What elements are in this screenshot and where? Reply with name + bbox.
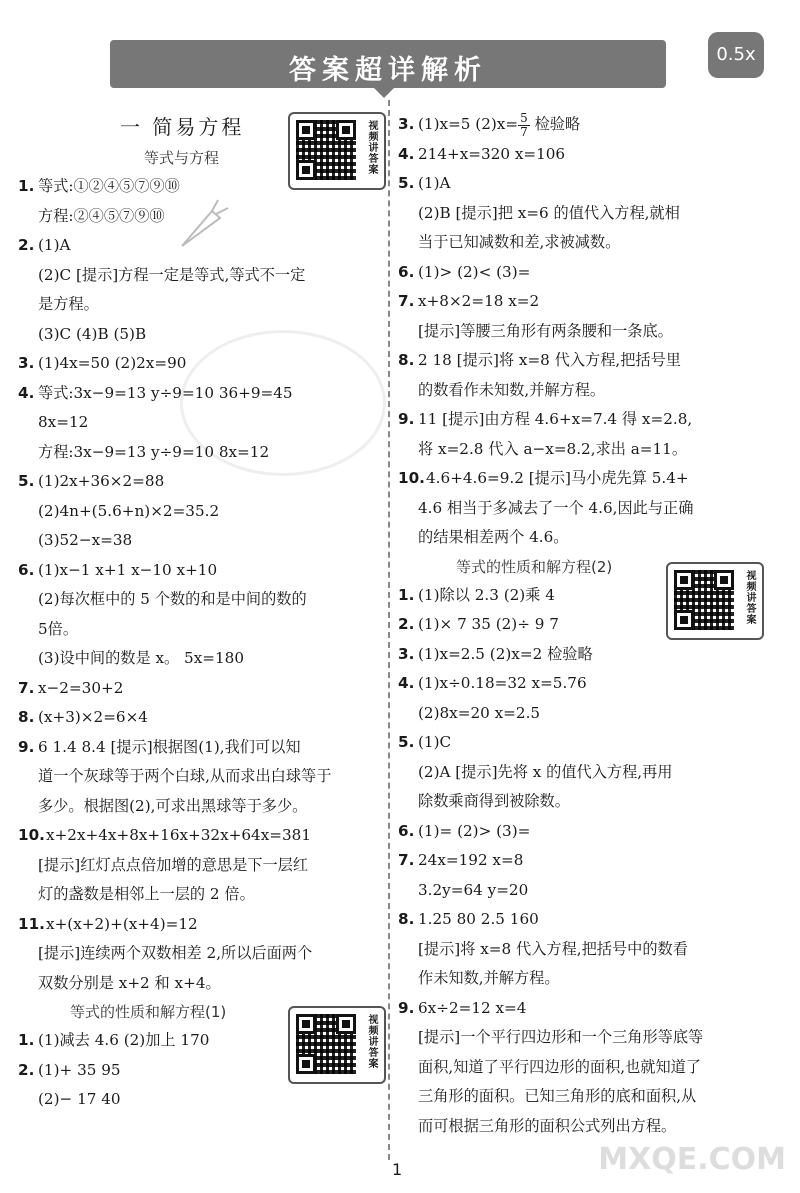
- answer-text: 1.25 80 2.5 160: [418, 910, 539, 928]
- answer-line: [398, 1082, 768, 1112]
- answer-text: 的结果相差两个 4.6。: [418, 528, 569, 546]
- question-number: 9.: [398, 998, 415, 1017]
- answer-text: (1)x=2.5 (2)x=2 检验略: [418, 644, 593, 663]
- answer-text: 道一个灰球等于两个白球,从而求出白球等于: [38, 767, 332, 785]
- answer-text: (2)C [提示]方程一定是等式,等式不一定: [38, 265, 306, 284]
- qr-code-1[interactable]: [288, 112, 386, 190]
- answer-text: x+8×2=18 x=2: [418, 292, 540, 310]
- answer-text: 作未知数,并解方程。: [418, 969, 560, 987]
- answer-line: [18, 880, 382, 910]
- answer-line: [398, 435, 768, 465]
- answer-text: [提示]将 x=8 代入方程,把括号中的数看: [418, 939, 688, 958]
- question-number: 5.: [398, 174, 415, 192]
- answer-text: 214+x=320 x=106: [418, 144, 566, 163]
- answer-item: [18, 349, 382, 379]
- answer-text: 除数乘商得到被除数。: [418, 792, 570, 810]
- answer-line: [18, 792, 382, 822]
- answer-item: [398, 817, 768, 847]
- answer-text: (2)每次框中的 5 个数的和是中间的数的: [38, 590, 307, 608]
- answer-text: (1)减去 4.6 (2)加上 170: [38, 1031, 210, 1049]
- answer-item: [398, 346, 768, 376]
- answer-text: (1)C: [418, 733, 452, 751]
- qr-label: 视频讲答案: [366, 1014, 377, 1069]
- answer-item: [398, 287, 768, 317]
- qr-label: 视频讲答案: [366, 120, 377, 175]
- answer-text: 3.2y=64 y=20: [418, 880, 529, 899]
- answer-line: [398, 523, 768, 553]
- answer-text: [提示]一个平行四边形和一个三角形等底等: [418, 1028, 704, 1046]
- answer-text: (2)A [提示]先将 x 的值代入方程,再用: [418, 762, 673, 781]
- answer-text: (1)x÷0.18=32 x=5.76: [418, 674, 587, 692]
- numerator: 5: [520, 110, 528, 125]
- answer-text: (1)4x=50 (2)2x=90: [38, 354, 187, 372]
- answer-text: 4.6 相当于多减去了一个 4.6,因此与正确: [418, 498, 694, 517]
- zoom-badge[interactable]: 0.5x: [708, 32, 764, 78]
- answer-line: [18, 497, 382, 527]
- qr-label: 视频讲答案: [744, 570, 755, 625]
- answer-text: (2)8x=20 x=2.5: [418, 703, 541, 722]
- answer-text: (3)C (4)B (5)B: [38, 324, 147, 343]
- answer-line: [398, 787, 768, 817]
- answer-text: 5倍。: [38, 619, 79, 638]
- question-number: 9.: [398, 410, 415, 428]
- section-title: 等式的性质和解方程(1): [70, 1003, 227, 1021]
- answer-line: [18, 969, 382, 999]
- answer-line: [398, 494, 768, 524]
- answer-item: [398, 169, 768, 199]
- answer-text: (1)x=5 (2)x=: [418, 115, 519, 133]
- answer-text: (1)2x+36×2=88: [38, 472, 165, 490]
- answers-left-column: [18, 110, 382, 1115]
- answer-line: [18, 644, 382, 674]
- answer-line: [18, 939, 382, 969]
- answer-text: 等式:①②④⑤⑦⑨⑩: [38, 177, 180, 195]
- answer-text: (3)设中间的数是 x。 5x=180: [38, 649, 244, 667]
- chapter-title: 一 简易方程: [120, 115, 245, 139]
- answer-text: [提示]红灯点点倍加增的意思是下一层红: [38, 855, 309, 874]
- question-number: 2.: [18, 1060, 35, 1079]
- page-title: 答案超详解析: [289, 55, 487, 86]
- qr-code-2[interactable]: [288, 1006, 386, 1084]
- answer-text: 方程:3x−9=13 y÷9=10 8x=12: [38, 442, 270, 461]
- answer-line: [398, 935, 768, 965]
- answer-text: (1)x−1 x+1 x−10 x+10: [38, 560, 218, 579]
- answer-text: 多少。根据图(2),可求出黑球等于多少。: [38, 796, 308, 815]
- answer-text: (2)4n+(5.6+n)×2=35.2: [38, 501, 220, 520]
- answer-item: [398, 464, 768, 494]
- header-banner: [110, 40, 666, 88]
- answer-item: [398, 640, 768, 670]
- answer-item: [398, 728, 768, 758]
- question-number: 7.: [398, 851, 415, 869]
- answer-line: [398, 758, 768, 788]
- answer-text: 6 1.4 8.4 [提示]根据图(1),我们可以知: [38, 737, 301, 756]
- answer-line: [18, 438, 382, 468]
- answer-item: [398, 405, 768, 435]
- answer-text: (1)= (2)> (3)=: [418, 821, 531, 840]
- answer-item: [398, 110, 768, 140]
- answer-line: [398, 376, 768, 406]
- site-watermark: MXQE.COM: [598, 1142, 786, 1177]
- answer-text: [提示]等腰三角形有两条腰和一条底。: [418, 321, 673, 340]
- column-divider: [388, 100, 390, 1160]
- question-number: 10.: [398, 469, 425, 487]
- answer-text: 2 18 [提示]将 x=8 代入方程,把括号里: [418, 351, 681, 369]
- answer-item: [18, 703, 382, 733]
- answer-item: [398, 846, 768, 876]
- answer-item: [18, 556, 382, 586]
- answer-text: 面积,知道了平行四边形的面积,也就知道了: [418, 1057, 702, 1076]
- answer-item: [398, 905, 768, 935]
- answer-text: (1)× 7 35 (2)÷ 9 7: [418, 615, 559, 633]
- answer-text: 11 [提示]由方程 4.6+x=7.4 得 x=2.8,: [418, 410, 693, 428]
- answer-item: [18, 467, 382, 497]
- answer-line: [398, 317, 768, 347]
- question-number: 11.: [18, 914, 45, 933]
- answer-text: 是方程。: [38, 295, 99, 313]
- question-number: 7.: [18, 678, 35, 697]
- question-number: 4.: [18, 383, 35, 402]
- answer-text: (1)+ 35 95: [38, 1060, 121, 1079]
- answer-item: [398, 258, 768, 288]
- answer-line: [398, 876, 768, 906]
- banner-pointer: [372, 86, 396, 98]
- answer-line: [18, 320, 382, 350]
- question-number: 3.: [398, 115, 415, 133]
- answer-line: [398, 1112, 768, 1142]
- question-number: 2.: [398, 615, 415, 633]
- question-number: 7.: [398, 292, 415, 310]
- answer-text: (x+3)×2=6×4: [38, 708, 148, 726]
- answer-line: [18, 261, 382, 291]
- answer-item: [398, 669, 768, 699]
- answer-text: 的数看作未知数,并解方程。: [418, 380, 606, 399]
- qr-code-3[interactable]: [666, 562, 764, 640]
- answer-text: (3)52−x=38: [38, 531, 133, 549]
- question-number: 4.: [398, 144, 415, 163]
- question-number: 1.: [398, 585, 415, 604]
- answer-text: [提示]连续两个双数相差 2,所以后面两个: [38, 944, 313, 962]
- answer-text: 灯的盏数是相邻上一层的 2 倍。: [38, 885, 255, 903]
- answer-text: (2)− 17 40: [38, 1090, 121, 1108]
- answer-line: [18, 1085, 382, 1115]
- question-number: 10.: [18, 826, 45, 844]
- question-number: 8.: [18, 708, 35, 726]
- answer-text: (1)A: [38, 236, 71, 254]
- question-number: 6.: [398, 821, 415, 840]
- question-number: 3.: [18, 354, 35, 372]
- answer-line: [398, 199, 768, 229]
- answer-line: [398, 228, 768, 258]
- question-number: 3.: [398, 644, 415, 663]
- answer-text: x+(x+2)+(x+4)=12: [46, 914, 198, 933]
- answer-line: [18, 408, 382, 438]
- section-title: 等式的性质和解方程(2): [456, 557, 613, 576]
- answer-text: 当于已知减数和差,求被减数。: [418, 233, 621, 251]
- answer-line: [18, 762, 382, 792]
- answer-text-after: 检验略: [529, 115, 581, 133]
- answer-item: [18, 821, 382, 851]
- question-number: 5.: [18, 472, 35, 490]
- answer-line: [398, 1023, 768, 1053]
- answer-line: [18, 290, 382, 320]
- answer-line: [398, 699, 768, 729]
- answer-text: 6x÷2=12 x=4: [418, 998, 527, 1017]
- answer-text: (1)A: [418, 174, 451, 192]
- denominator: 7: [520, 124, 528, 139]
- question-number: 8.: [398, 910, 415, 928]
- fraction: [518, 112, 530, 139]
- answer-text: (1)> (2)< (3)=: [418, 262, 531, 281]
- answer-item: [18, 733, 382, 763]
- question-number: 8.: [398, 351, 415, 369]
- answer-text: 24x=192 x=8: [418, 851, 524, 869]
- question-number: 2.: [18, 236, 35, 254]
- answer-item: [18, 231, 382, 261]
- question-number: 9.: [18, 737, 35, 756]
- answer-line: [398, 964, 768, 994]
- answer-text: 方程:②④⑤⑦⑨⑩: [38, 206, 165, 225]
- page-number: 1: [392, 1160, 403, 1179]
- answer-text: 4.6+4.6=9.2 [提示]马小虎先算 5.4+: [426, 469, 689, 487]
- answer-line: [398, 1053, 768, 1083]
- question-number: 6.: [18, 560, 35, 579]
- question-number: 5.: [398, 733, 415, 751]
- answer-text: x+2x+4x+8x+16x+32x+64x=381: [46, 826, 311, 844]
- answer-line: [18, 851, 382, 881]
- question-number: 4.: [398, 674, 415, 692]
- question-number: 6.: [398, 262, 415, 281]
- question-number: 1.: [18, 1031, 35, 1049]
- answer-line: [18, 585, 382, 615]
- answer-item: [18, 379, 382, 409]
- section-title: 等式与方程: [144, 149, 220, 167]
- answer-line: [18, 526, 382, 556]
- answer-text: 等式:3x−9=13 y÷9=10 36+9=45: [38, 383, 293, 402]
- answer-text: x−2=30+2: [38, 678, 124, 697]
- answer-text: 双数分别是 x+2 和 x+4。: [38, 973, 221, 992]
- answer-text: 将 x=2.8 代入 a−x=8.2,求出 a=11。: [418, 439, 688, 458]
- answer-line: [18, 615, 382, 645]
- answer-item: [18, 674, 382, 704]
- answer-text: 三角形的面积。已知三角形的底和面积,从: [418, 1087, 697, 1105]
- answer-text: 而可根据三角形的面积公式列出方程。: [418, 1116, 677, 1135]
- answer-item: [18, 910, 382, 940]
- answer-text: 8x=12: [38, 413, 89, 431]
- answer-text: (2)B [提示]把 x=6 的值代入方程,就相: [418, 203, 680, 222]
- answer-line: [18, 202, 382, 232]
- question-number: 1.: [18, 177, 35, 195]
- answer-text: (1)除以 2.3 (2)乘 4: [418, 585, 555, 604]
- answer-item: [398, 140, 768, 170]
- answer-item: [398, 994, 768, 1024]
